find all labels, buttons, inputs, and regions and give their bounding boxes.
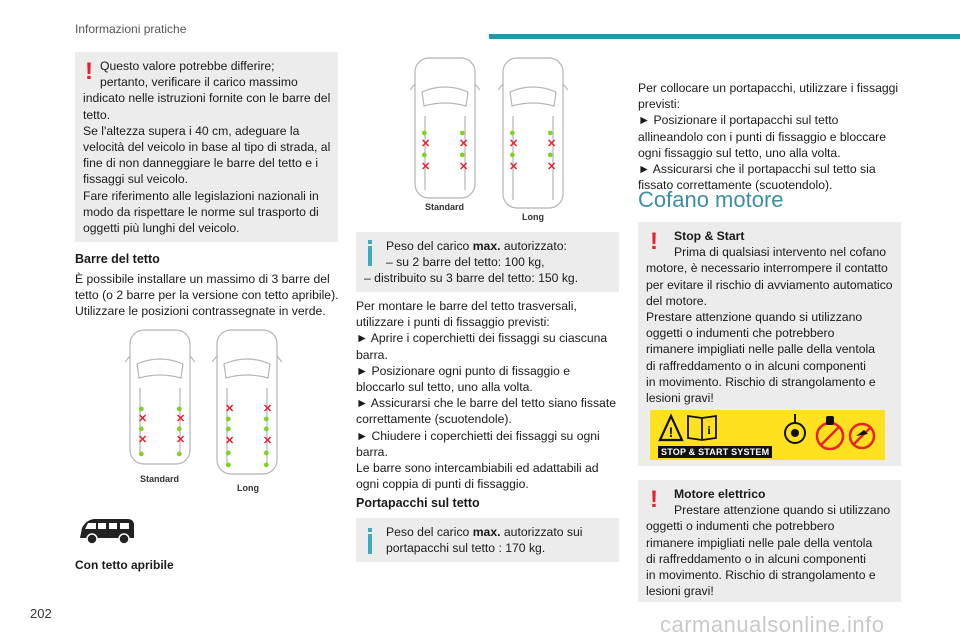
running-header: Informazioni pratiche: [75, 22, 187, 36]
info-icon: [368, 534, 372, 554]
body-line: È possibile installare un massimo di 3 barre del: [75, 272, 330, 286]
body-line: Le barre sono intercambiabili ed adattabili ad: [356, 461, 599, 476]
body-line: barra.: [356, 347, 388, 362]
warning-line: indicato nelle istruzioni fornite con le barre del: [83, 91, 331, 106]
caption-sunroof: Con tetto apribile: [75, 558, 174, 572]
warning-line: Prestare attenzione quando si utilizzano: [674, 503, 891, 518]
page-number: 202: [30, 606, 52, 621]
body-line: ► Assicurarsi che le barre del tetto siano fissate: [356, 396, 616, 411]
body-line: Per collocare un portapacchi, utilizzare i fissaggi: [638, 81, 899, 95]
warning-text: [646, 228, 898, 406]
mount-point-markers: ● ● ✕ ✕ ● ● ✕ ✕: [421, 127, 469, 173]
warning-title: Stop & Start: [674, 229, 745, 243]
label-long: Long: [522, 212, 544, 222]
info-line: portapacchi sul tetto : 170 kg.: [386, 541, 546, 556]
warning-line: tetto.: [83, 107, 111, 122]
body-line: bloccarlo sul tetto, uno alla volta.: [356, 380, 533, 395]
warning-line: Prima di qualsiasi intervento nel cofano: [674, 245, 887, 260]
warning-line: lesioni gravi!: [646, 584, 714, 599]
body-line: ► Chiudere i coperchietti dei fissaggi su ogni: [356, 428, 600, 443]
warning-icon: !: [650, 228, 658, 255]
warning-line: fissaggi sul veicolo.: [83, 172, 188, 187]
info-line: Peso del carico max. autorizzato:: [386, 239, 567, 253]
body-line: correttamente (scuotendole).: [356, 412, 512, 427]
info-icon: [368, 246, 372, 266]
mount-point-markers: ● ● ✕ ✕ ● ● ✕ ✕: [509, 127, 557, 173]
body-line: ► Posizionare ogni punto di fissaggio e: [356, 363, 570, 378]
body-line: ogni coppia di punti di fissaggio.: [356, 477, 529, 492]
svg-text:i: i: [707, 423, 711, 437]
roof-rack-instructions: [638, 80, 913, 193]
section-heading-roof-rack: Portapacchi sul tetto: [356, 496, 480, 510]
warning-box-roof-load: [75, 52, 338, 242]
header-accent-bar: [489, 34, 960, 39]
body-line: ► Posizionare il portapacchi sul tetto: [638, 113, 839, 128]
van-side-icon: [78, 516, 136, 546]
warning-icon: !: [85, 58, 93, 85]
info-box-load-rack: [356, 518, 619, 562]
warning-text: [646, 486, 898, 599]
warning-line: velocità del veicolo in base al tipo di strada, al: [83, 140, 331, 155]
roof-bars-body: [75, 271, 345, 320]
warning-line: Fare riferimento alle legislazioni nazionali in: [83, 188, 319, 203]
body-line: utilizzare i punti di fissaggio previsti:: [356, 315, 550, 330]
info-line: Peso del carico max. autorizzato sui: [386, 525, 583, 539]
body-line: ► Aprire i coperchietti dei fissaggi su ciascuna: [356, 331, 608, 346]
warning-line: modo da rispettare le norme sul trasporto di: [83, 204, 319, 219]
body-line: allineandolo con i punti di fissaggio e bloccare: [638, 129, 886, 144]
info-text: [386, 238, 616, 270]
warning-text: [83, 58, 335, 236]
info-text: [386, 524, 616, 556]
warning-line: pertanto, verificare il carico massimo: [100, 75, 298, 90]
mount-point-markers: ● ● ✕ ✕ ● ● ✕ ✕ ● ●: [138, 403, 186, 460]
warning-line: per evitare il rischio di avviamento automatico: [646, 277, 893, 292]
stop-start-sticker: [650, 410, 885, 460]
warning-line: rimanere impigliati nelle palle della ventola: [646, 342, 875, 357]
body-line: barra.: [356, 444, 388, 459]
body-line: Per montare le barre del tetto trasversali,: [356, 299, 577, 313]
warning-line: oggetti più lunghi del veicolo.: [83, 221, 240, 236]
body-line: previsti:: [638, 97, 680, 112]
section-heading-roof-bars: Barre del tetto: [75, 252, 160, 266]
watermark: carmanualsonline.info: [660, 612, 885, 637]
mount-point-markers: ✕ ✕ ● ● ● ● ✕ ✕ ● ● ● ●: [225, 403, 273, 471]
info-line: – su 2 barre del tetto: 100 kg,: [386, 255, 545, 270]
label-standard: Standard: [425, 202, 465, 212]
warning-line: oggetti o indumenti che potrebbero: [646, 519, 835, 534]
body-line: Utilizzare le posizioni contrassegnate in verde.: [75, 304, 326, 319]
warning-line: Se l'altezza supera i 40 cm, adeguare la: [83, 123, 300, 138]
warning-line: di raffreddamento o in alcuni componenti: [646, 551, 866, 566]
warning-line: del motore.: [646, 293, 707, 308]
warning-line: di raffreddamento o in alcuni componenti: [646, 358, 866, 373]
roof-bars-instructions: [356, 298, 626, 492]
body-line: fissato correttamente (scuotendolo).: [638, 178, 833, 193]
warning-line: Questo valore potrebbe differire;: [100, 59, 275, 73]
warning-box-electric-motor: [638, 480, 901, 602]
body-line: ogni fissaggio sul tetto, uno alla volta.: [638, 145, 841, 160]
warning-line: lesioni gravi!: [646, 391, 714, 406]
warning-line: rimanere impigliati nelle pale della ventola: [646, 535, 873, 550]
warning-line: Prestare attenzione quando si utilizzano: [646, 310, 863, 325]
section-heading-bonnet: Cofano motore: [638, 187, 784, 212]
warning-line: in movimento. Rischio di strangolamento e: [646, 568, 876, 583]
info-line: – distribuito su 3 barre del tetto: 150 kg.: [364, 271, 579, 285]
body-line: tetto (o 2 barre per la versione con tetto apribile).: [75, 288, 339, 303]
label-standard: Standard: [140, 474, 180, 484]
warning-line: oggetti o indumenti che potrebbero: [646, 326, 835, 341]
svg-text:!: !: [668, 424, 674, 440]
sticker-label: STOP & START SYSTEM: [658, 446, 772, 458]
warning-title: Motore elettrico: [674, 487, 766, 501]
warning-icon: !: [650, 486, 658, 513]
warning-line: in movimento. Rischio di strangolamento e: [646, 374, 876, 389]
body-line: ► Assicurarsi che il portapacchi sul tetto sia: [638, 162, 876, 177]
warning-line: motore, è necessario interrompere il contatto: [646, 261, 888, 276]
label-long: Long: [237, 483, 259, 493]
warning-line: fine di non danneggiare le barre del tetto e i: [83, 156, 319, 171]
info-box-load-bars: [356, 232, 619, 292]
